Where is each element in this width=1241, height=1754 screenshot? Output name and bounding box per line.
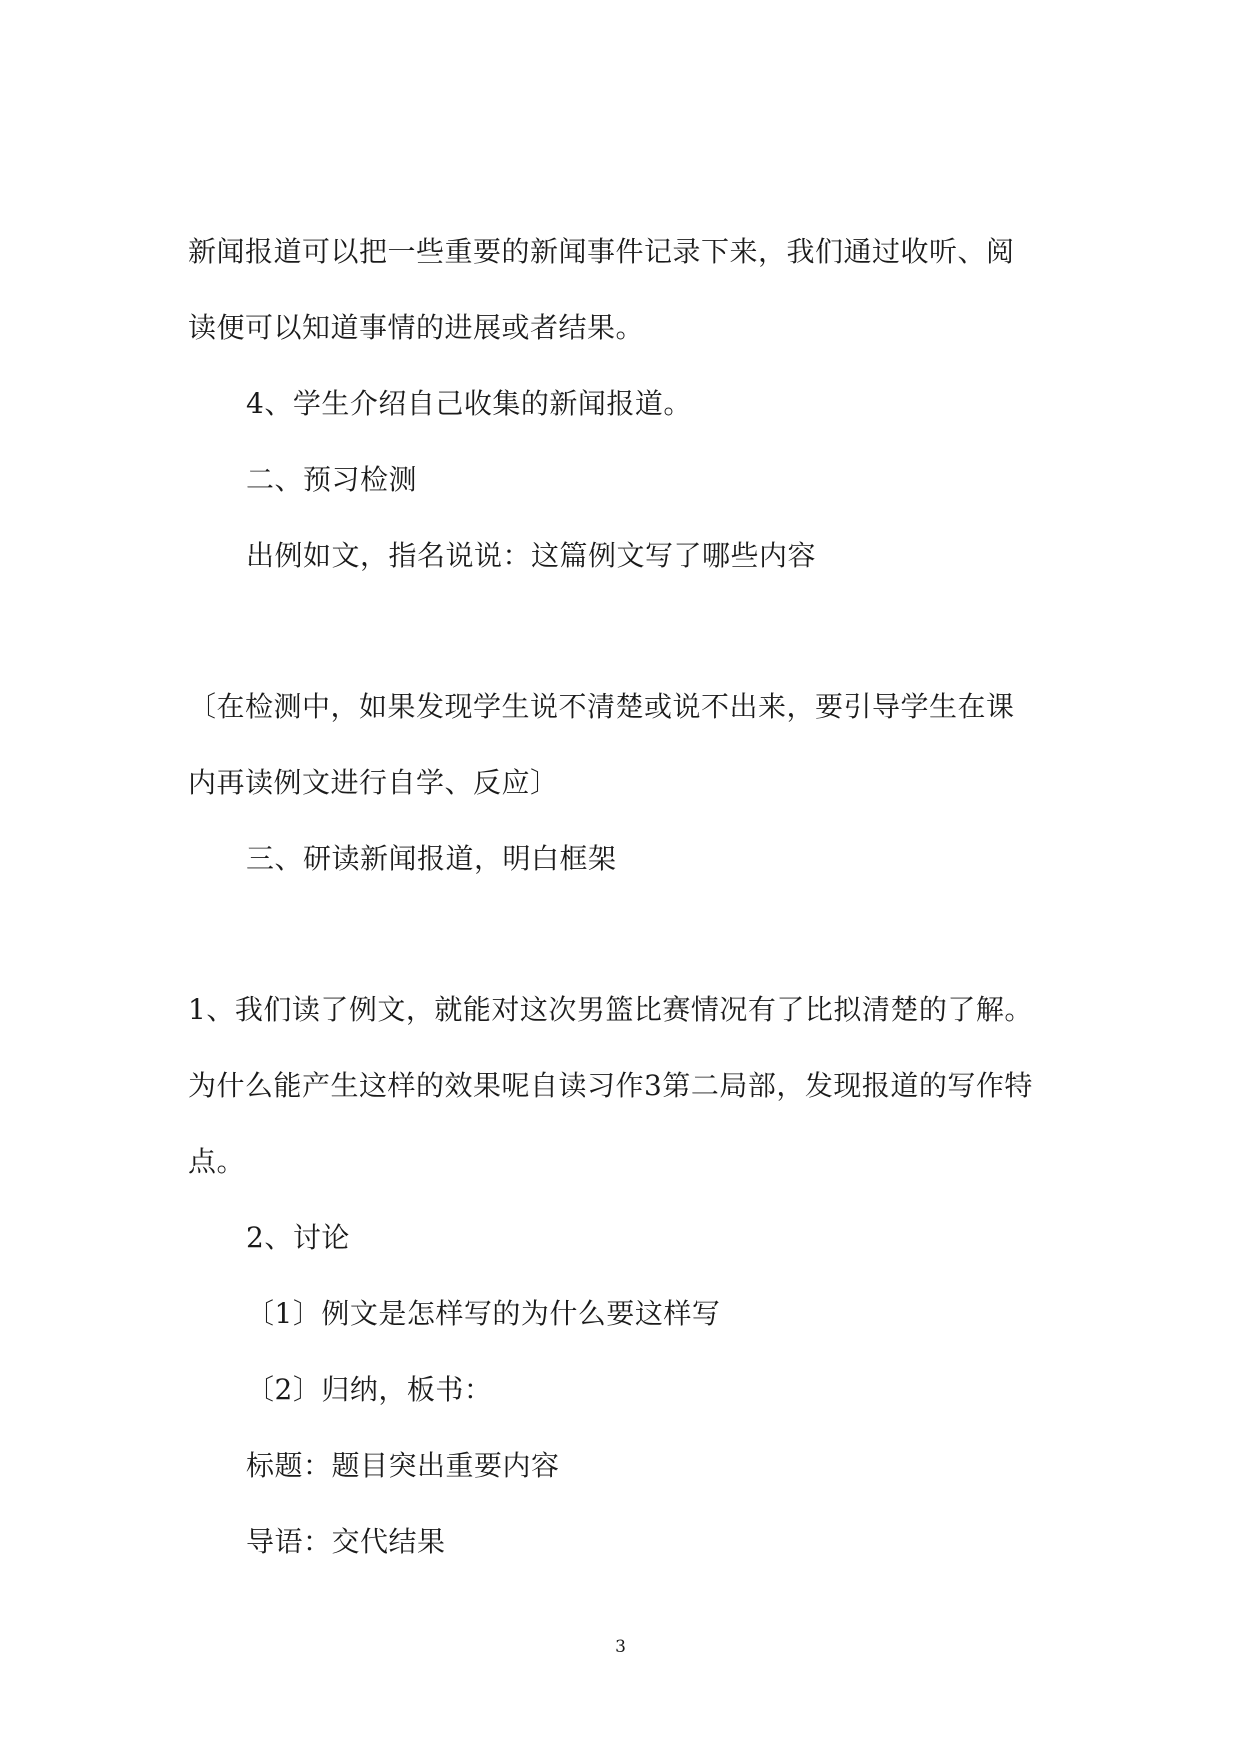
paragraph-line: 标题：题目突出重要内容 [246, 1449, 560, 1482]
paragraph-line: 2、讨论 [246, 1221, 350, 1254]
paragraph-line: 为什么能产生这样的效果呢自读习作3第二局部，发现报道的写作特 [188, 1069, 1033, 1102]
paragraph-line: 〔2〕归纳，板书： [246, 1373, 493, 1406]
paragraph-line: 读便可以知道事情的进展或者结果。 [188, 311, 645, 344]
paragraph-line: 点。 [188, 1145, 246, 1178]
paragraph-line: 1、我们读了例文，就能对这次男篮比赛情况有了比拟清楚的了解。 [188, 993, 1033, 1026]
paragraph-line: 〔1〕例文是怎样写的为什么要这样写 [246, 1297, 721, 1330]
page-number: 3 [615, 1637, 626, 1657]
section-heading: 二、预习检测 [246, 463, 418, 496]
paragraph-line: 〔在检测中，如果发现学生说不清楚或说不出来，要引导学生在课 [188, 690, 1015, 723]
paragraph-line: 内再读例文进行自学、反应〕 [188, 766, 559, 799]
paragraph-line: 4、学生介绍自己收集的新闻报道。 [246, 387, 692, 420]
paragraph-line: 导语：交代结果 [246, 1525, 446, 1558]
section-heading: 三、研读新闻报道，明白框架 [246, 842, 617, 875]
paragraph-line: 新闻报道可以把一些重要的新闻事件记录下来，我们通过收听、阅 [188, 235, 1015, 268]
paragraph-line: 出例如文，指名说说：这篇例文写了哪些内容 [246, 539, 817, 572]
